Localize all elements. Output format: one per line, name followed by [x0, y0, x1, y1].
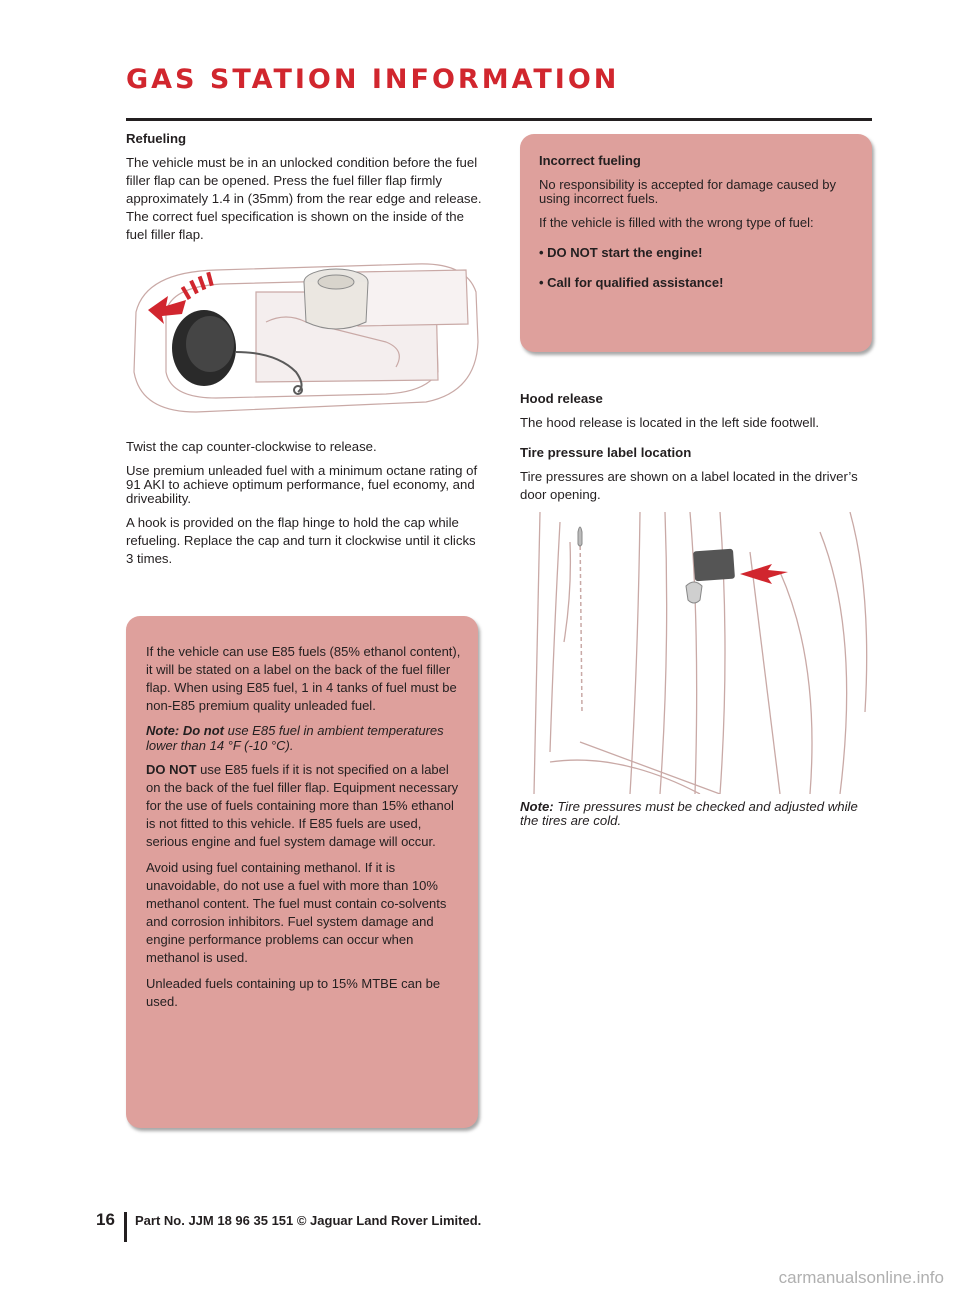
refueling-para-2: Twist the cap counter-clockwise to release.	[126, 439, 377, 454]
footer-part-number: Part No. JJM 18 96 35 151 © Jaguar Land Rover Limited.	[135, 1212, 482, 1228]
footer-divider	[124, 1212, 127, 1242]
right-column	[520, 390, 872, 836]
incorrect-fueling-para-1: No responsibility is accepted for damage caused by using incorrect fuels.	[539, 177, 836, 206]
fuel-cap-illustration	[126, 252, 482, 422]
e85-info-box	[126, 616, 478, 1128]
refueling-heading: Refueling	[126, 131, 187, 146]
e85-note	[146, 723, 464, 753]
e85-note-lead: Note: Do not	[146, 723, 224, 738]
incorrect-fueling-para-2: If the vehicle is filled with the wrong type of fuel:	[539, 215, 814, 230]
tire-pressure-text: Tire pressures are shown on a label located in the driver’s door opening.	[520, 469, 858, 502]
tire-note-lead: Note:	[520, 799, 554, 814]
e85-warning-rest: use E85 fuels if it is not specified on a label on the back of the fuel filler flap. Equipment necessary for the use of fuels containing more than 15% ethanol is not fitted to this vehicle. If E85 fuels are used, serious engine and fuel system damage will occur.	[146, 762, 459, 849]
incorrect-fueling-box	[520, 134, 872, 352]
refueling-para-4: A hook is provided on the flap hinge to hold the cap while refueling. Replace the cap and turn it clockwise until it clicks 3 times.	[126, 515, 476, 566]
tire-note-rest: Tire pressures must be checked and adjusted while the tires are cold.	[520, 799, 858, 828]
incorrect-fueling-bullet-2: • Call for qualified assistance!	[539, 275, 724, 290]
incorrect-fueling-bullet-1: • DO NOT start the engine!	[539, 245, 703, 260]
page-footer	[96, 1198, 481, 1242]
incorrect-fueling-heading: Incorrect fueling	[539, 153, 641, 168]
hood-release-text: The hood release is located in the left side footwell.	[520, 415, 820, 430]
hood-release-heading: Hood release	[520, 391, 603, 406]
e85-warning	[146, 761, 464, 851]
e85-methanol-para: Avoid using fuel containing methanol. If it is unavoidable, do not use a fuel with more than 10% methanol content. The fuel must contain co-solvents and corrosion inhibitors. Fuel system damage and engine performance problems can occur when methanol is used.	[146, 860, 447, 965]
e85-mtbe-para: Unleaded fuels containing up to 15% MTBE can be used.	[146, 976, 441, 1009]
page-title: GAS STATION INFORMATION	[126, 64, 620, 95]
door-opening-illustration	[520, 512, 872, 794]
refueling-para-3: Use premium unleaded fuel with a minimum octane rating of 91 AKI to achieve optimum performance, fuel economy, and driveability.	[126, 463, 478, 506]
watermark: carmanualsonline.info	[778, 1268, 944, 1287]
refueling-para-1: The vehicle must be in an unlocked condition before the fuel filler flap can be opened. Press the fuel filler flap firmly approximately 1.4 in (35mm) from the rear edge and release. The correct fuel specification is shown on the inside of the fuel filler flap.	[126, 155, 482, 242]
e85-warning-lead: DO NOT	[146, 762, 197, 777]
e85-note-rest: use E85 fuel in ambient temperatures lower than 14 °F (-10 °C).	[146, 723, 444, 753]
refueling-section	[126, 130, 482, 576]
page-number: 16	[96, 1210, 115, 1229]
tire-pressure-heading: Tire pressure label location	[520, 445, 692, 460]
e85-para-1: If the vehicle can use E85 fuels (85% ethanol content), it will be stated on a label on the back of the fuel filler flap. When using E85 fuel, 1 in 4 tanks of fuel must be non-E85 premium quality unleaded fuel.	[146, 644, 461, 713]
title-rule	[126, 118, 872, 121]
tire-pressure-note	[520, 800, 872, 828]
